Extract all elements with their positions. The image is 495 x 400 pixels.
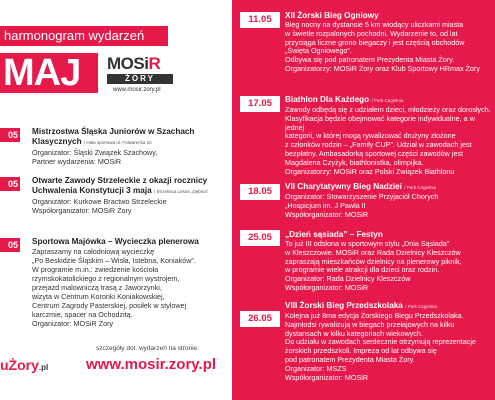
event-title-text: VIII Żorski Bieg Przedszkolaka	[285, 301, 403, 310]
event-date: 26.05	[240, 311, 280, 327]
event-line: Centrum Zagrody Pasterskiej, posiłek w stylowej	[32, 301, 187, 310]
event-line: z członków rodzin – „Family CUP”. Udział w zawodach jest	[285, 140, 472, 150]
event-line: Organizatorzy: MOSiR oraz Polski Związek Biathlonu	[285, 166, 455, 176]
event-title	[32, 176, 228, 197]
event-date: 05	[0, 177, 20, 191]
event-title-text: Otwarte Zawody Strzeleckie z okazji rocznicy Uchwalenia Konstytucji 3 maja	[32, 176, 208, 195]
brand-suffix: .pl	[38, 363, 49, 372]
uzory-logo	[0, 357, 48, 373]
event-title: „Dzień sąsiada” – Festyn	[285, 230, 383, 239]
event-item	[285, 182, 491, 219]
event-date: 05	[0, 238, 20, 252]
event-line: Organizator: Rada Dzielnicy Kleszczów	[285, 274, 411, 284]
event-line: Współorganizator: MOSiR	[285, 209, 369, 219]
event-title-text: Biathlon Dla Każdego	[285, 95, 370, 104]
logo-wordmark	[107, 55, 175, 72]
event-line: w Kleszczowie. MOSiR oraz Rada Dzielnicy Kleszczów	[285, 247, 461, 257]
event-line: karczmie, spacer na Ochodzitą.	[32, 310, 133, 319]
event-title: XII Żorski Bieg Ogniowy	[285, 11, 379, 20]
event-line: Kolejna już 8ma edycja Żorskiego Biegu Przedszkolaka.	[285, 311, 464, 320]
event-line: Organizator: Kurkowe Bractwo Strzeleckie	[32, 197, 167, 206]
event-date: 17.05	[240, 96, 280, 112]
event-item	[32, 237, 228, 328]
event-line: „Hospicjum im. J Pawła II	[285, 200, 366, 210]
event-line: żorskich przedszkoli. Impreza od lat odbywa się	[285, 346, 437, 356]
details-text: szczegóły dot. wydarzeń na stronie:	[96, 345, 199, 352]
event-date: 25.05	[240, 230, 280, 246]
event-item	[285, 301, 491, 382]
logo-url: www.mosir.zory.pl	[113, 87, 161, 93]
event-place: / Park Cegielnia	[405, 304, 437, 309]
event-line: dystansach w kilku kategoriach wiekowych.	[285, 328, 423, 338]
event-line: Organizator: Śląski Związek Szachowy,	[32, 148, 158, 157]
logo-r-text: R	[148, 54, 161, 73]
event-date: 11.05	[240, 12, 280, 28]
event-line: Partner wydarzenia: MOSiR	[32, 157, 122, 166]
event-place: / Park Cegielnia	[404, 185, 436, 190]
event-line: przyciąga liczne grono biegaczy i jest częścią obchodów	[285, 37, 465, 47]
event-line: kategorii, w której mogą rywalizować drużyny złożone	[285, 131, 456, 141]
logo-main-text: MOSi	[107, 54, 149, 73]
event-line: przejazd malowniczą trasą z Jaworzynki,	[32, 283, 162, 292]
mosir-logo	[107, 55, 175, 84]
event-line: rzymskokatolickiego z regionalnym wystrojem,	[32, 274, 180, 283]
event-place: / Strzelnica Leśna „Dębina”	[153, 189, 209, 194]
event-title-text: Mistrzostwa Śląska Juniorów w Szachach Klasycznych	[32, 127, 195, 146]
event-line: pod patronatem Prezydenta Miasta Żory.	[285, 354, 415, 364]
event-item	[285, 230, 491, 293]
event-line: Zapraszamy na całodniową wycieczkę	[32, 247, 155, 256]
event-line: bezpłatny. Ambasadorką sportowej części zawodów jest	[285, 148, 464, 158]
event-place: / Park Cegielnia	[371, 98, 404, 103]
schedule-title: harmonogram wydarzeń	[0, 26, 168, 46]
event-line: Zawody odbędą się z udziałem dzieci, młodzieży oraz dorosłych.	[285, 105, 491, 114]
month-label: MAJ	[0, 53, 98, 93]
event-line: Organizatorzy: MOSiR Żory oraz Klub Sportowy HRmax Żory	[285, 63, 480, 73]
event-title	[32, 127, 228, 148]
event-line: Odbywa się pod patronatem Prezydenta Miasta Żory.	[285, 55, 455, 65]
logo-city: ŻORY	[107, 74, 173, 84]
event-line: Magdalena Czyżyk, biathlonistka, olimpijka.	[285, 157, 424, 167]
event-date: 05	[0, 128, 20, 142]
event-line: Najmłodsi rywalizują w biegach przełajowych na kilku	[285, 319, 455, 329]
event-line: zapraszają mieszkańców dzielnicy na plenerowy piknik,	[285, 256, 462, 266]
event-item	[285, 11, 491, 74]
website-link[interactable]: www.mosir.zory.pl	[86, 356, 217, 373]
event-line: „Święta Ogniowego”.	[285, 46, 352, 56]
event-place: / Hala sportowa ul. Folwarecka 10	[83, 140, 152, 145]
event-line: Organizator: Stowarzyszenie Przyjaciół Chorych	[285, 192, 439, 201]
event-date: 18.05	[240, 184, 280, 200]
event-line: Współorganizator: MOSiR	[285, 282, 369, 292]
event-line: w świetle rozpalonych pochodni. Wydarzenie to, od lat	[285, 28, 458, 38]
event-title-text: VII Charytatywny Bieg Nadziei	[285, 182, 402, 191]
event-line: W programie m.in.: zwiedzenie kościoła	[32, 265, 159, 274]
event-item	[32, 176, 228, 215]
brand-text: uŻory	[0, 357, 39, 373]
event-line: Bieg nocny na dystansie 5 km wiodący uliczkami miasta	[285, 20, 464, 29]
event-line: Organizator: MSZS	[285, 363, 347, 373]
event-line: Klasyfikacja będzie obejmować kategorie indywidualne, a w jednej	[285, 113, 475, 132]
event-line: Do udziału w zawodach serdecznie otrzymują reprezentacje	[285, 337, 476, 347]
event-line: Współorganizator: MOSiR Żory	[32, 206, 132, 215]
event-line: Organizator: MOSiR Żory	[32, 319, 114, 328]
event-item	[32, 127, 228, 166]
event-title: Sportowa Majówka – Wycieczka plenerowa	[32, 237, 199, 246]
event-line: wizyta w Centrum Koronki Koniakowskiej,	[32, 292, 165, 301]
event-line: Współorganizator: MOSiR	[285, 372, 369, 382]
event-item	[285, 95, 491, 176]
event-line: To już III odsłona w sportowym stylu „Dnia Sąsiada”	[285, 239, 450, 248]
event-line: w programie wiele atrakcji dla dzieci oraz rodzin.	[285, 265, 440, 275]
event-line: „Po Beskidzie Śląskim – Wisła, Istebna, Koniaków”.	[32, 256, 196, 265]
